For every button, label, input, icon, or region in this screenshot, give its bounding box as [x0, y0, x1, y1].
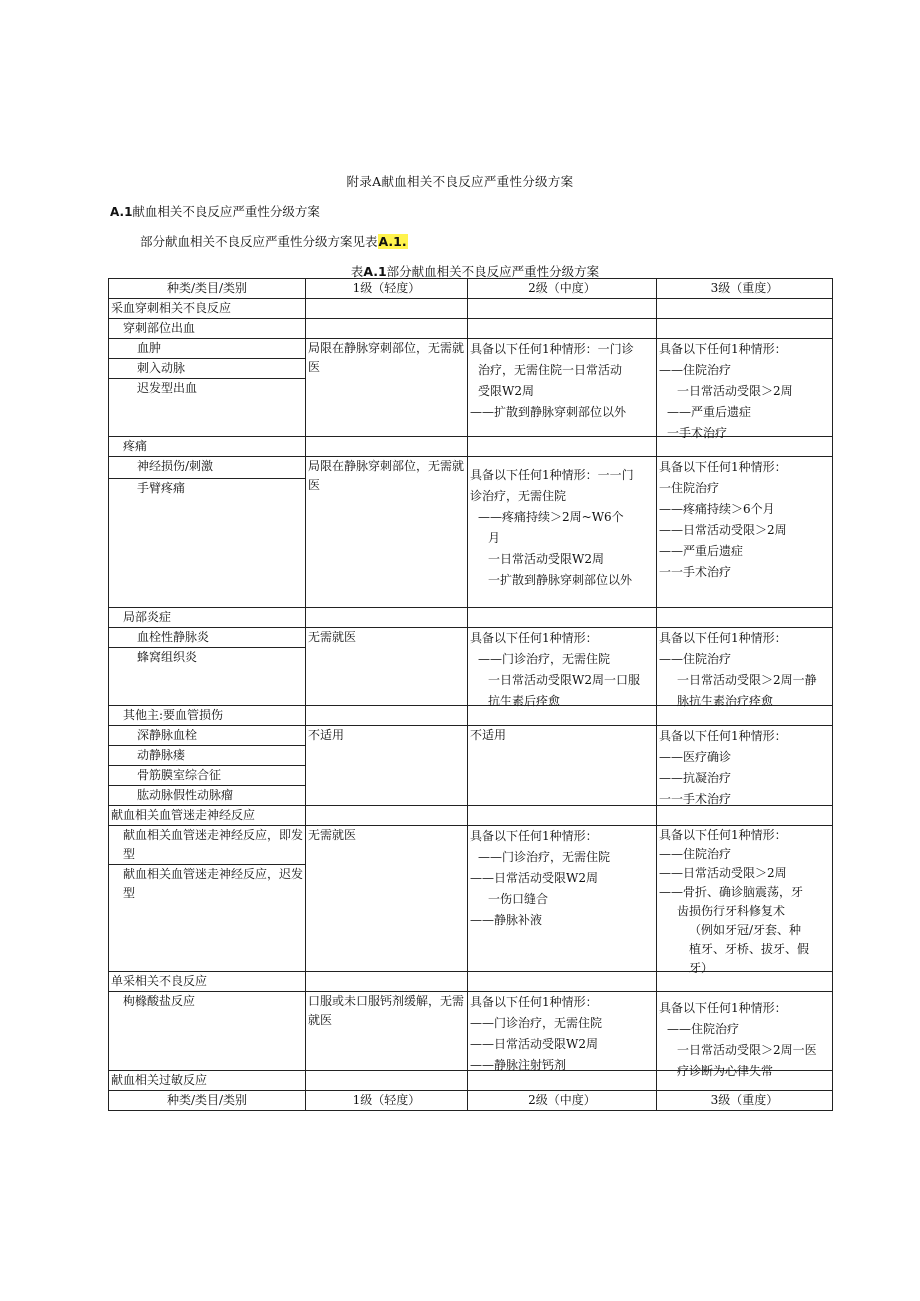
grade-2-cell: 具备以下任何1种情形： ——门诊治疗，无需住院 ——日常活动受限W2周 ——静脉注射钙剂 — [468, 992, 657, 1071]
item-label: 神经损伤/刺激 — [109, 457, 306, 479]
appendix-title: 附录A献血相关不良反应严重性分级方案 — [346, 174, 574, 189]
header-grade-2: 2级（中度） — [468, 1091, 657, 1111]
grade-1-cell: 无需就医 — [306, 826, 468, 972]
category-label: 献血相关血管迷走神经反应 — [109, 806, 306, 826]
table-row — [109, 972, 833, 992]
intro-text: 部分献血相关不良反应严重性分级方案见表 — [140, 234, 378, 249]
item-label: 动静脉瘘 — [109, 746, 306, 766]
grade-3-cell: 具备以下任何1种情形： ——住院治疗 一日常活动受限＞2周一医 疗诊断为心律失常 — [657, 992, 833, 1071]
intro-paragraph — [140, 232, 408, 250]
severity-grading-table — [108, 278, 833, 1111]
subcategory-label: 疼痛 — [109, 437, 306, 457]
grade-3-cell: 具备以下任何1种情形： ——住院治疗 ——日常活动受限＞2周 ——骨折、确诊脑震荡，牙 齿损伤行牙科修复术 （例如牙冠/牙套、种 植牙、牙桥、拔牙、假 牙） — [657, 826, 833, 972]
table-reference-highlight: A.1. — [378, 234, 407, 249]
grade-1-cell: 局限在静脉穿刺部位，无需就医 — [306, 457, 468, 608]
subcategory-label: 局部炎症 — [109, 608, 306, 628]
table-footer-header-row — [109, 1091, 833, 1111]
caption-number: A.1 — [363, 264, 387, 279]
caption-text: 部分献血相关不良反应严重性分级方案 — [386, 264, 600, 279]
table-row — [109, 992, 833, 1071]
grade-3-cell: 具备以下任何1种情形： ——住院治疗 一日常活动受限＞2周一静 脉抗生素治疗痊愈 — [657, 628, 833, 706]
grade-2-cell: 具备以下任何1种情形：一一门 诊治疗，无需住院 ——疼痛持续＞2周~W6个 月 一日常活动受限W2周 一扩散到静脉穿刺部位以外 — [468, 457, 657, 608]
item-label: 血栓性静脉炎 — [109, 628, 306, 648]
grade-2-cell: 不适用 — [468, 726, 657, 806]
item-label: 献血相关血管迷走神经反应，即发型 — [109, 826, 306, 865]
grade-1-cell: 局限在静脉穿刺部位，无需就医 — [306, 339, 468, 437]
header-category: 种类/类目/类别 — [109, 1091, 306, 1111]
header-grade-1: 1级（轻度） — [306, 279, 468, 299]
item-label: 手臂疼痛 — [109, 479, 306, 608]
item-label: 肱动脉假性动脉瘤 — [109, 786, 306, 806]
header-category: 种类/类目/类别 — [109, 279, 306, 299]
section-title: 献血相关不良反应严重性分级方案 — [132, 204, 320, 219]
section-heading — [110, 202, 320, 220]
grade-3-cell: 具备以下任何1种情形： ——住院治疗 一日常活动受限＞2周 ——严重后遗症 一手术治疗 — [657, 339, 833, 437]
header-grade-2: 2级（中度） — [468, 279, 657, 299]
table-row — [109, 726, 833, 746]
caption-prefix: 表 — [350, 264, 364, 279]
item-label: 血肿 — [109, 339, 306, 359]
grade-1-cell: 无需就医 — [306, 628, 468, 706]
table-row — [109, 628, 833, 648]
grade-2-cell: 具备以下任何1种情形：一门诊 治疗，无需住院一日常活动 受限W2周 ——扩散到静脉穿刺部位以外 — [468, 339, 657, 437]
table-row — [109, 319, 833, 339]
header-grade-1: 1级（轻度） — [306, 1091, 468, 1111]
header-grade-3: 3级（重度） — [657, 1091, 833, 1111]
table-row — [109, 608, 833, 628]
table-row — [109, 339, 833, 359]
grade-1-cell: 口服或未口服钙剂缓解，无需就医 — [306, 992, 468, 1071]
grade-2-cell: 具备以下任何1种情形： ——门诊治疗，无需住院 一日常活动受限W2周一口服 抗生素后痊愈 — [468, 628, 657, 706]
item-label: 刺入动脉 — [109, 359, 306, 379]
header-grade-3: 3级（重度） — [657, 279, 833, 299]
table-row — [109, 826, 833, 865]
category-label: 献血相关过敏反应 — [109, 1071, 306, 1091]
item-label: 蜂窝组织炎 — [109, 648, 306, 706]
table-row — [109, 299, 833, 319]
grade-3-cell: 具备以下任何1种情形： 一住院治疗 ——疼痛持续＞6个月 ——日常活动受限＞2周 ——严重后遗症 一一手术治疗 — [657, 457, 833, 608]
grade-3-cell: 具备以下任何1种情形： ——医疗确诊 ——抗凝治疗 一一手术治疗 — [657, 726, 833, 806]
item-label: 深静脉血栓 — [109, 726, 306, 746]
item-label: 迟发型出血 — [109, 379, 306, 437]
subcategory-label: 穿刺部位出血 — [109, 319, 306, 339]
grade-2-cell: 具备以下任何1种情形： ——门诊治疗，无需住院 ——日常活动受限W2周 一伤口缝合 ——静脉补液 — [468, 826, 657, 972]
item-label: 骨筋膜室综合征 — [109, 766, 306, 786]
grade-1-cell: 不适用 — [306, 726, 468, 806]
section-number: A.1 — [110, 205, 133, 219]
category-label: 单采相关不良反应 — [109, 972, 306, 992]
subcategory-label: 其他主:要血管损伤 — [109, 706, 306, 726]
item-label: 献血相关血管迷走神经反应，迟发型 — [109, 865, 306, 972]
table-header-row — [109, 279, 833, 299]
table-row — [109, 457, 833, 479]
item-label: 枸橼酸盐反应 — [109, 992, 306, 1071]
category-label: 采血穿刺相关不良反应 — [109, 299, 306, 319]
